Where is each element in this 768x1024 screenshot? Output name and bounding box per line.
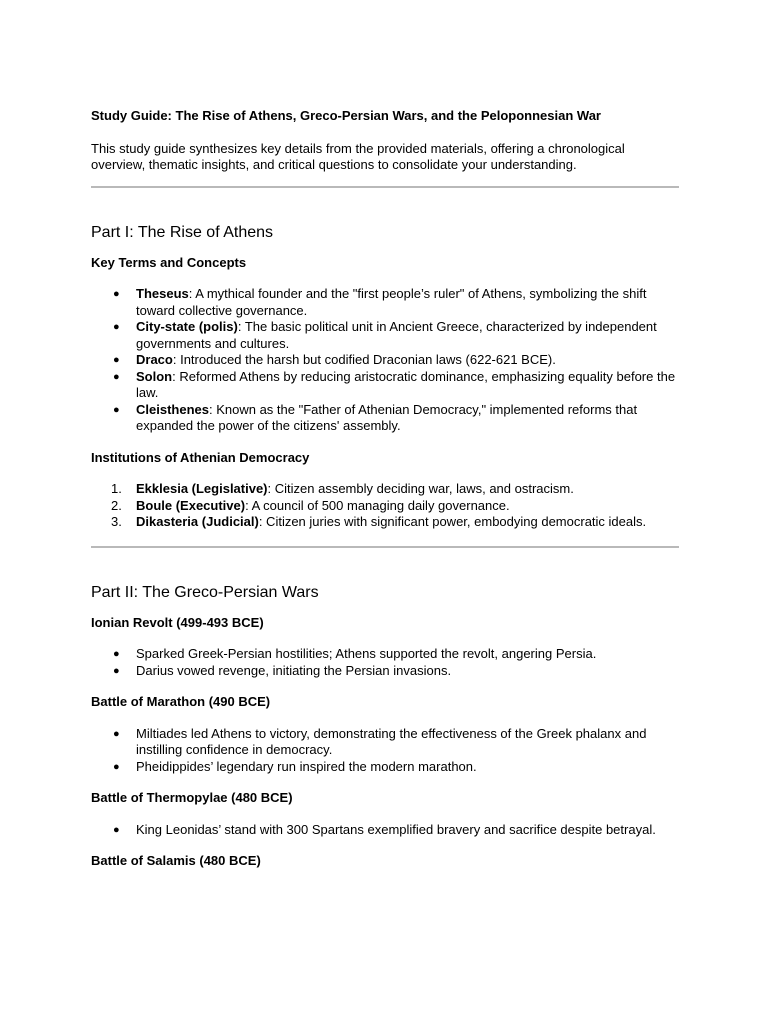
list-item-text: Darius vowed revenge, initiating the Persian invasions. bbox=[136, 662, 452, 678]
list-item bbox=[91, 319, 679, 352]
list-item bbox=[91, 822, 679, 839]
list-number: 1. bbox=[111, 481, 122, 496]
term-description: : A mythical founder and the "first people’s ruler" of Athens, symbolizing the shift toward collective governance. bbox=[136, 286, 647, 318]
term: Cleisthenes bbox=[136, 401, 209, 417]
list-item bbox=[91, 663, 679, 680]
term: Theseus bbox=[136, 286, 189, 301]
bullet-icon: ● bbox=[113, 370, 120, 383]
marathon-list bbox=[91, 726, 679, 776]
term-description: : Reformed Athens by reducing aristocratic dominance, emphasizing equality before the law. bbox=[136, 368, 676, 400]
bullet-icon: ● bbox=[113, 727, 120, 740]
term-description: : The basic political unit in Ancient Greece, characterized by independent governments and cultures. bbox=[136, 319, 657, 351]
section-divider bbox=[91, 186, 679, 188]
bullet-icon: ● bbox=[113, 403, 120, 416]
document-title: Study Guide: The Rise of Athens, Greco-Persian Wars, and the Peloponnesian War bbox=[91, 108, 601, 123]
bullet-icon: ● bbox=[113, 760, 120, 773]
ionian-revolt-list bbox=[91, 646, 679, 679]
ionian-revolt-heading: Ionian Revolt (499-493 BCE) bbox=[91, 614, 264, 630]
institutions-list bbox=[91, 481, 679, 531]
term: City-state (polis) bbox=[136, 319, 238, 334]
part-2-title: Part II: The Greco-Persian Wars bbox=[91, 583, 319, 601]
list-item bbox=[91, 402, 679, 435]
bullet-icon: ● bbox=[113, 321, 120, 333]
bullet-icon: ● bbox=[113, 823, 120, 836]
thermopylae-heading: Battle of Thermopylae (480 BCE) bbox=[91, 790, 293, 805]
bullet-icon: ● bbox=[113, 354, 120, 366]
intro-paragraph: This study guide synthesizes key details from the provided materials, offering a chronological overview, thematic insights, and critical questions to consolidate your understanding. bbox=[91, 140, 625, 172]
list-item bbox=[91, 481, 679, 498]
list-item bbox=[91, 514, 679, 531]
term: Ekklesia (Legislative) bbox=[136, 481, 268, 496]
term-description: : Citizen juries with significant power, embodying democratic ideals. bbox=[258, 514, 647, 529]
bullet-icon: ● bbox=[113, 288, 120, 300]
list-item-text: Miltiades led Athens to victory, demonstrating the effectiveness of the Greek phalanx and instilling confidence in democracy. bbox=[136, 725, 647, 757]
list-item-text: King Leonidas’ stand with 300 Spartans exemplified bravery and sacrifice despite betrayal. bbox=[136, 821, 656, 837]
term: Dikasteria (Judicial) bbox=[136, 514, 259, 529]
section-divider bbox=[91, 546, 679, 548]
list-item-text: Pheidippides’ legendary run inspired the modern marathon. bbox=[136, 758, 477, 774]
list-item bbox=[91, 352, 679, 369]
list-item-text: Sparked Greek-Persian hostilities; Athens supported the revolt, angering Persia. bbox=[136, 646, 597, 661]
list-item bbox=[91, 726, 679, 759]
term-description: : A council of 500 managing daily governance. bbox=[245, 497, 510, 513]
key-terms-list bbox=[91, 286, 679, 435]
term-description: : Citizen assembly deciding war, laws, and ostracism. bbox=[267, 481, 574, 496]
salamis-heading: Battle of Salamis (480 BCE) bbox=[91, 853, 261, 868]
bullet-icon: ● bbox=[113, 648, 120, 660]
document-body bbox=[91, 108, 679, 885]
list-item bbox=[91, 369, 679, 402]
part-1-title: Part I: The Rise of Athens bbox=[91, 223, 274, 241]
list-item bbox=[91, 498, 679, 515]
marathon-heading: Battle of Marathon (490 BCE) bbox=[91, 694, 271, 709]
term: Solon bbox=[136, 368, 173, 384]
list-item bbox=[91, 286, 679, 319]
term-description: : Introduced the harsh but codified Draconian laws (622-621 BCE). bbox=[172, 352, 556, 367]
list-item bbox=[91, 646, 679, 663]
term-description: : Known as the "Father of Athenian Democracy," implemented reforms that expanded the power of the citizens' assembly. bbox=[136, 401, 638, 433]
institutions-heading: Institutions of Athenian Democracy bbox=[91, 449, 310, 465]
list-number: 3. bbox=[111, 514, 122, 529]
term: Draco bbox=[136, 352, 173, 367]
term: Boule (Executive) bbox=[136, 497, 246, 513]
key-terms-heading: Key Terms and Concepts bbox=[91, 254, 247, 270]
bullet-icon: ● bbox=[113, 664, 120, 677]
list-item bbox=[91, 759, 679, 776]
list-number: 2. bbox=[111, 497, 122, 513]
thermopylae-list bbox=[91, 822, 679, 839]
